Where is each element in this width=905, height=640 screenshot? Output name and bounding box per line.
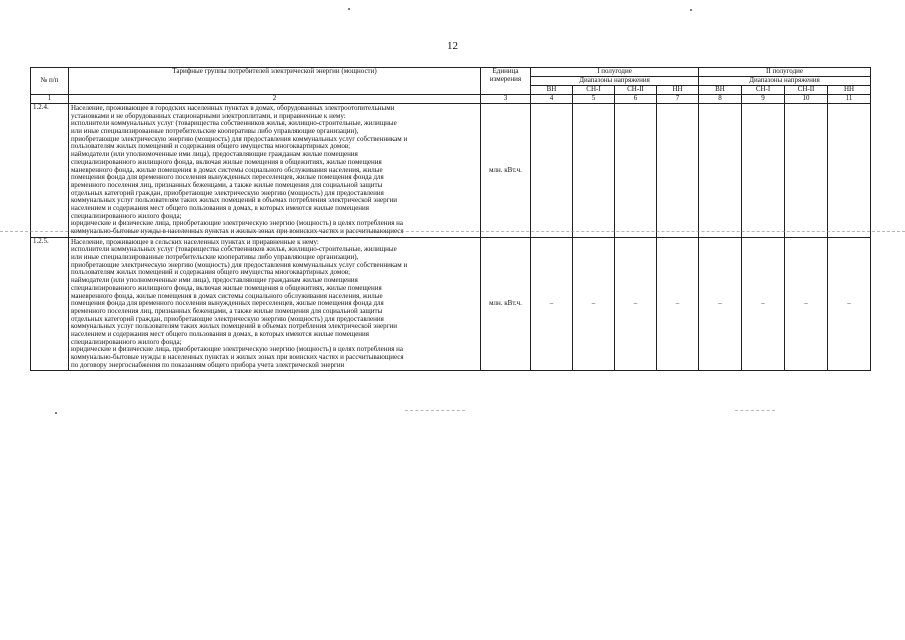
scan-speck — [690, 9, 692, 11]
description-line: Население, проживающее в сельских населенных пунктах и приравненные к нему: — [71, 237, 319, 246]
unit-cell: млн. кВт.ч. — [481, 104, 531, 238]
description-line: юридические и физические лица, приобретающие электрическую энергию (мощность) в целях потребления на — [71, 219, 404, 228]
description-line: помещения фонда для временного поселения вынужденных переселенцев, жилые помещения фонда для — [71, 173, 384, 182]
description-line: специализированного жилого фонда; — [71, 211, 182, 220]
header-voltage-sn1-1: СН-I — [573, 86, 615, 95]
column-index: 11 — [828, 95, 871, 104]
scan-artifact-line — [405, 410, 465, 411]
page-number: 12 — [447, 40, 458, 52]
table-row — [31, 104, 871, 238]
value-cell: – — [785, 237, 828, 371]
description-line: помещения фонда для временного поселения вынужденных переселенцев, жилые помещения фонда для — [71, 299, 384, 308]
value-cell — [657, 104, 699, 238]
header-unit: Единица измерения — [481, 68, 531, 95]
column-index: 10 — [785, 95, 828, 104]
description-line: маневренного фонда, жилые помещения в домах системы социального обслуживания населения, жилые — [71, 165, 383, 174]
description-line: коммунальных услуг пользователям таких жилых помещений в объемах потребления электрической энергии — [71, 196, 397, 205]
value-cell: – — [742, 237, 785, 371]
value-cell — [828, 104, 871, 238]
column-index: 9 — [742, 95, 785, 104]
description-line: отдельных категорий граждан, приобретающие электрическую энергию (мощность) для предоставления — [71, 188, 384, 197]
description-line: населением и содержания мест общего пользования в домах, в которых имеются жилые помещения — [71, 329, 370, 338]
value-cell: – — [531, 237, 573, 371]
value-cell: – — [615, 237, 657, 371]
value-cell — [742, 104, 785, 238]
description-line: коммунально-бытовые нужды в населенных пунктах и жилых зонах при воинских частях и рассчитывающиеся — [71, 353, 404, 361]
description-line: временного поселения лиц, признанных беженцами, а также жилые помещения для социальной защиты — [71, 180, 383, 189]
column-index: 8 — [699, 95, 742, 104]
description-line: юридические и физические лица, приобретающие электрическую энергию (мощность) в целях потребления на — [71, 345, 404, 354]
header-half-2: II полугодие — [699, 68, 871, 77]
description-line: приобретающие электрическую энергию (мощность) для предоставления коммунальных услуг собственникам и — [71, 260, 408, 269]
header-voltage-vn-2: ВН — [699, 86, 742, 95]
scan-artifact-line — [735, 410, 775, 411]
header-voltage-sn2-1: СН-II — [615, 86, 657, 95]
description-line: установками и не оборудованных стационарными электроплитами, и приравненные к нему: — [71, 111, 346, 120]
header-voltage-sn1-2: СН-I — [742, 86, 785, 95]
description-line: или иные специализированные потребительские кооперативы либо управляющие организации), — [71, 253, 359, 262]
header-half-1: I полугодие — [531, 68, 699, 77]
column-index: 2 — [69, 95, 481, 104]
header-voltage-ranges-1: Диапазоны напряжения — [531, 77, 699, 86]
header-voltage-vn-1: ВН — [531, 86, 573, 95]
tariff-table — [30, 67, 871, 371]
description-line: специализированного жилого фонда; — [71, 337, 182, 346]
scan-artifact-line — [0, 231, 905, 232]
header-voltage-nn-2: НН — [828, 86, 871, 95]
description-line: исполнители коммунальных услуг (товарищества собственников жилья, жилищно-строительные, жилищные — [71, 119, 397, 128]
row-number: 1.2.4. — [31, 104, 69, 238]
column-index: 1 — [31, 95, 69, 104]
description-line: специализированного жилищного фонда, включая жилые помещения в общежитиях, жилые помещения — [71, 283, 382, 292]
column-index: 3 — [481, 95, 531, 104]
description-line: специализированного жилищного фонда, включая жилые помещения в общежитиях, жилые помещения — [71, 157, 382, 166]
description-line: Население, проживающее в городских населенных пунктах в домах, оборудованных электроотопительными — [71, 104, 395, 112]
column-index: 4 — [531, 95, 573, 104]
description-line: коммунально-бытовые нужды в населенных пунктах и жилых зонах при воинских частях и рассчитывающиеся — [71, 227, 404, 235]
tariff-group-description — [69, 104, 481, 238]
header-voltage-sn2-2: СН-II — [785, 86, 828, 95]
description-line: пользователям жилых помещений и содержания общего имущества многоквартирных домов; — [71, 142, 351, 151]
header-voltage-nn-1: НН — [657, 86, 699, 95]
description-line: маневренного фонда, жилые помещения в домах системы социального обслуживания населения, жилые — [71, 291, 383, 300]
description-line: наймодатели (или уполномоченные ими лица), предоставляющие гражданам жилые помещения — [71, 276, 358, 285]
column-index: 5 — [573, 95, 615, 104]
value-cell: – — [699, 237, 742, 371]
row-number: 1.2.5. — [31, 237, 69, 371]
value-cell — [785, 104, 828, 238]
value-cell — [573, 104, 615, 238]
value-cell: – — [573, 237, 615, 371]
scan-speck — [348, 8, 350, 10]
description-line: коммунальных услуг пользователям таких жилых помещений в объемах потребления электрической энергии — [71, 322, 397, 331]
tariff-group-description — [69, 237, 481, 371]
description-line: временного поселения лиц, признанных беженцами, а также жилые помещения для социальной защиты — [71, 306, 383, 315]
value-cell: – — [828, 237, 871, 371]
column-index: 7 — [657, 95, 699, 104]
value-cell — [615, 104, 657, 238]
header-number: № п/п — [31, 68, 69, 95]
description-line: населением и содержания мест общего пользования в домах, в которых имеются жилые помещения — [71, 203, 370, 212]
value-cell — [531, 104, 573, 238]
description-line: исполнители коммунальных услуг (товарищества собственников жилья, жилищно-строительные, жилищные — [71, 245, 397, 254]
column-index: 6 — [615, 95, 657, 104]
value-cell: – — [657, 237, 699, 371]
header-tariff-groups: Тарифные группы потребителей электрической энергии (мощности) — [69, 68, 481, 95]
table-row — [31, 237, 871, 371]
header-voltage-ranges-2: Диапазоны напряжения — [699, 77, 871, 86]
scan-speck — [55, 412, 57, 414]
description-line: отдельных категорий граждан, приобретающие электрическую энергию (мощность) для предоставления — [71, 314, 384, 323]
description-line: по договору энергоснабжения по показаниям общего прибора учета электрической энергии — [71, 360, 345, 369]
description-line: наймодатели (или уполномоченные ими лица), предоставляющие гражданам жилые помещения — [71, 150, 358, 159]
description-line: или иные специализированные потребительские кооперативы либо управляющие организации), — [71, 127, 359, 136]
unit-cell: млн. кВт.ч. — [481, 237, 531, 371]
column-index-row — [31, 95, 871, 104]
description-line: пользователям жилых помещений и содержания общего имущества многоквартирных домов; — [71, 268, 351, 277]
value-cell — [699, 104, 742, 238]
description-line: приобретающие электрическую энергию (мощность) для предоставления коммунальных услуг собственникам и — [71, 134, 408, 143]
